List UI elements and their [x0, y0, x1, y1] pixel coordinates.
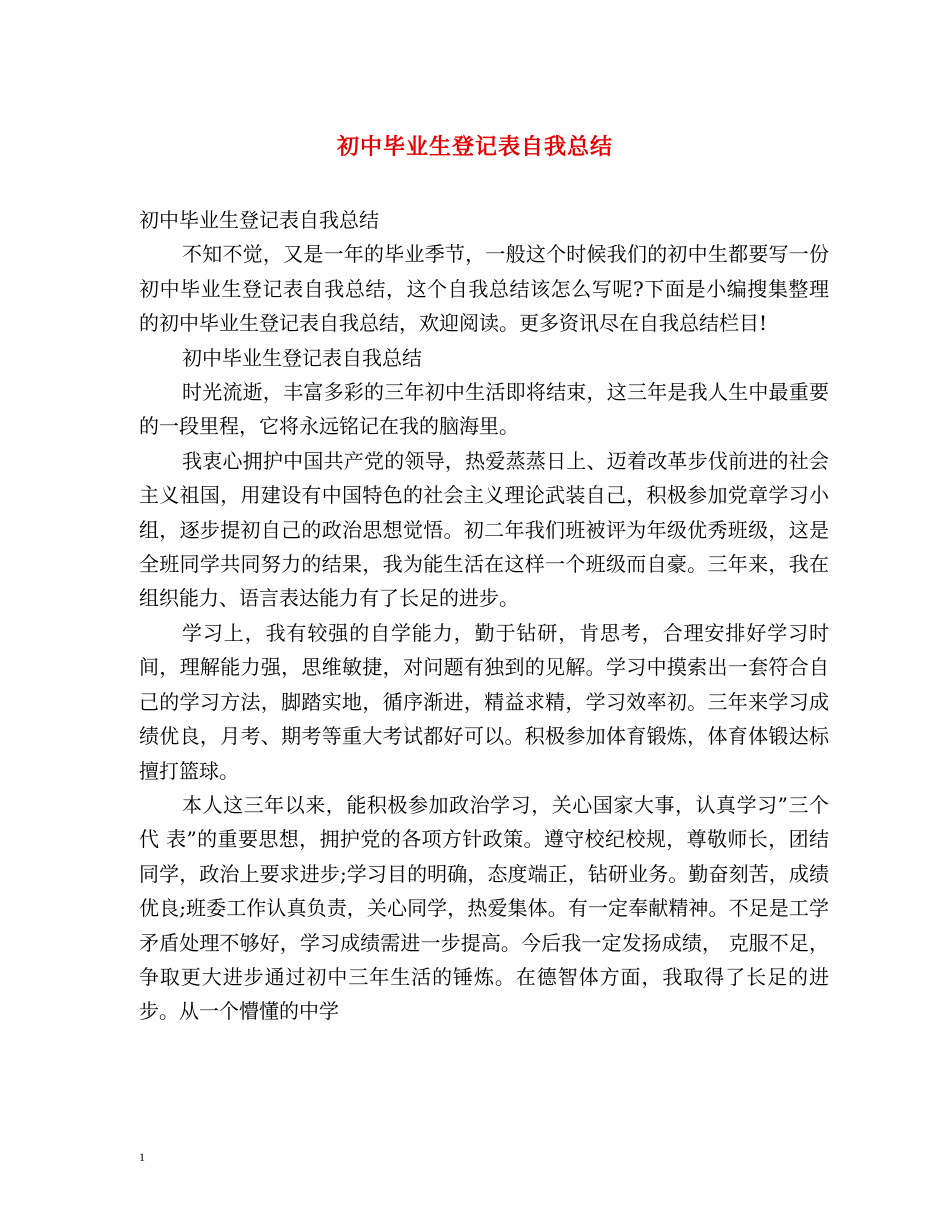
paragraph-intro: 不知不觉，又是一年的毕业季节，一般这个时候我们的初中生都要写一份初中毕业生登记表自我总结，这个自我总结该怎么写呢?下面是小编搜集整理的初中毕业生登记表自我总结，欢迎阅读。更多资讯尽在自我总结栏目! — [139, 242, 829, 336]
document-body — [139, 203, 829, 1029]
paragraph: 时光流逝，丰富多彩的三年初中生活即将结束，这三年是我人生中最重要的一段里程，它将永远铭记在我的脑海里。 — [139, 380, 829, 439]
paragraph: 学习上，我有较强的自学能力，勤于钻研，肯思考，合理安排好学习时间，理解能力强，思维敏捷，对问题有独到的见解。学习中摸索出一套符合自己的学习方法，脚踏实地，循序渐进，精益求精，学习效率初。三年来学习成绩优良，月考、期考等重大考试都好可以。积极参加体育锻炼，体育体锻达标擅打篮球。 — [139, 620, 829, 783]
document-title: 初中毕业生登记表自我总结 — [336, 134, 613, 160]
paragraph-heading: 初中毕业生登记表自我总结 — [139, 208, 379, 232]
page-number: 1 — [139, 1150, 145, 1164]
paragraph: 我衷心拥护中国共产党的领导，热爱蒸蒸日上、迈着改革步伐前进的社会主义祖国，用建设有中国特色的社会主义理论武装自己，积极参加党章学习小组，逐步提初自己的政治思想觉悟。初二年我们班被评为年级优秀班级，这是全班同学共同努力的结果，我为能生活在这样一个班级而自豪。三年来，我在组织能力、语言表达能力有了长足的进步。 — [139, 448, 829, 611]
paragraph-subheading: 初中毕业生登记表自我总结 — [182, 345, 422, 370]
paragraph: 本人这三年以来，能积极参加政治学习，关心国家大事，认真学习”三个代 表”的重要思想，拥护党的各项方针政策。遵守校纪校规，尊敬师长，团结同学，政治上要求进步;学习目的明确，态度端正，钻研业务。勤奋刻苦，成绩优良;班委工作认真负责，关心同学，热爱集体。有一定奉献精神。不足是工学矛盾处理不够好，学习成绩需进一步提高。今后我一定发扬成绩， 克服不足，争取更大进步通过初中三年生活的锤炼。在德智体方面，我取得了长足的进步。从一个懵懂的中学 — [139, 792, 829, 1024]
